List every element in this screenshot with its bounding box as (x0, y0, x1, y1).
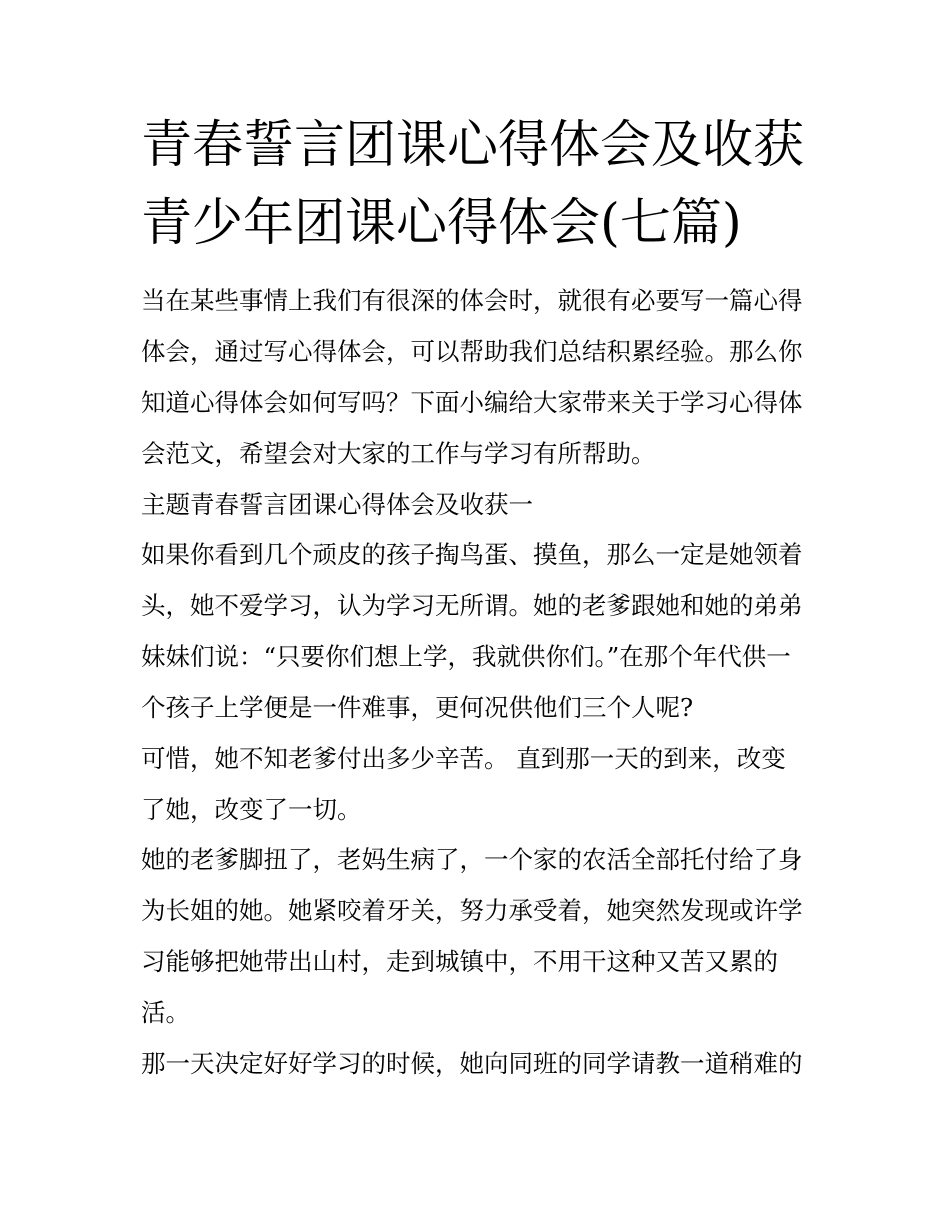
body-line: 如果你看到几个顽皮的孩子掏鸟蛋、摸鱼，那么一定是她领着 (141, 540, 803, 569)
body-line: 活。 (141, 998, 190, 1027)
body-line: 会范文，希望会对大家的工作与学习有所帮助。 (141, 439, 656, 468)
body-line: 那一天决定好好学习的时候，她向同班的同学请教一道稍难的 (141, 1049, 803, 1078)
body-line: 知道心得体会如何写吗？下面小编给大家带来关于学习心得体 (141, 388, 803, 417)
document-title-line-2: 青少年团课心得体会(七篇) (141, 194, 742, 253)
body-line: 她的老爹脚扭了，老妈生病了，一个家的农活全部托付给了身 (141, 845, 803, 874)
body-line: 头，她不爱学习，认为学习无所谓。她的老爹跟她和她的弟弟 (141, 591, 803, 620)
body-line: 可惜，她不知老爹付出多少辛苦。 直到那一天的到来，改变 (141, 744, 786, 773)
body-line: 个孩子上学便是一件难事，更何况供他们三个人呢? (141, 693, 694, 722)
body-line: 为长姐的她。她紧咬着牙关，努力承受着，她突然发现或许学 (141, 896, 803, 925)
body-line: 体会，通过写心得体会，可以帮助我们总结积累经验。那么你 (141, 337, 803, 366)
body-line: 了她，改变了一切。 (141, 795, 362, 824)
body-line: 妹妹们说：“只要你们想上学，我就供你们。”在那个年代供一 (141, 642, 791, 671)
document-title-line-1: 青春誓言团课心得体会及收获 (141, 116, 805, 175)
body-line: 当在某些事情上我们有很深的体会时，就很有必要写一篇心得 (141, 286, 803, 315)
body-line: 习能够把她带出山村，走到城镇中，不用干这种又苦又累的 (141, 947, 778, 976)
section-heading: 主题青春誓言团课心得体会及收获一 (141, 490, 533, 519)
